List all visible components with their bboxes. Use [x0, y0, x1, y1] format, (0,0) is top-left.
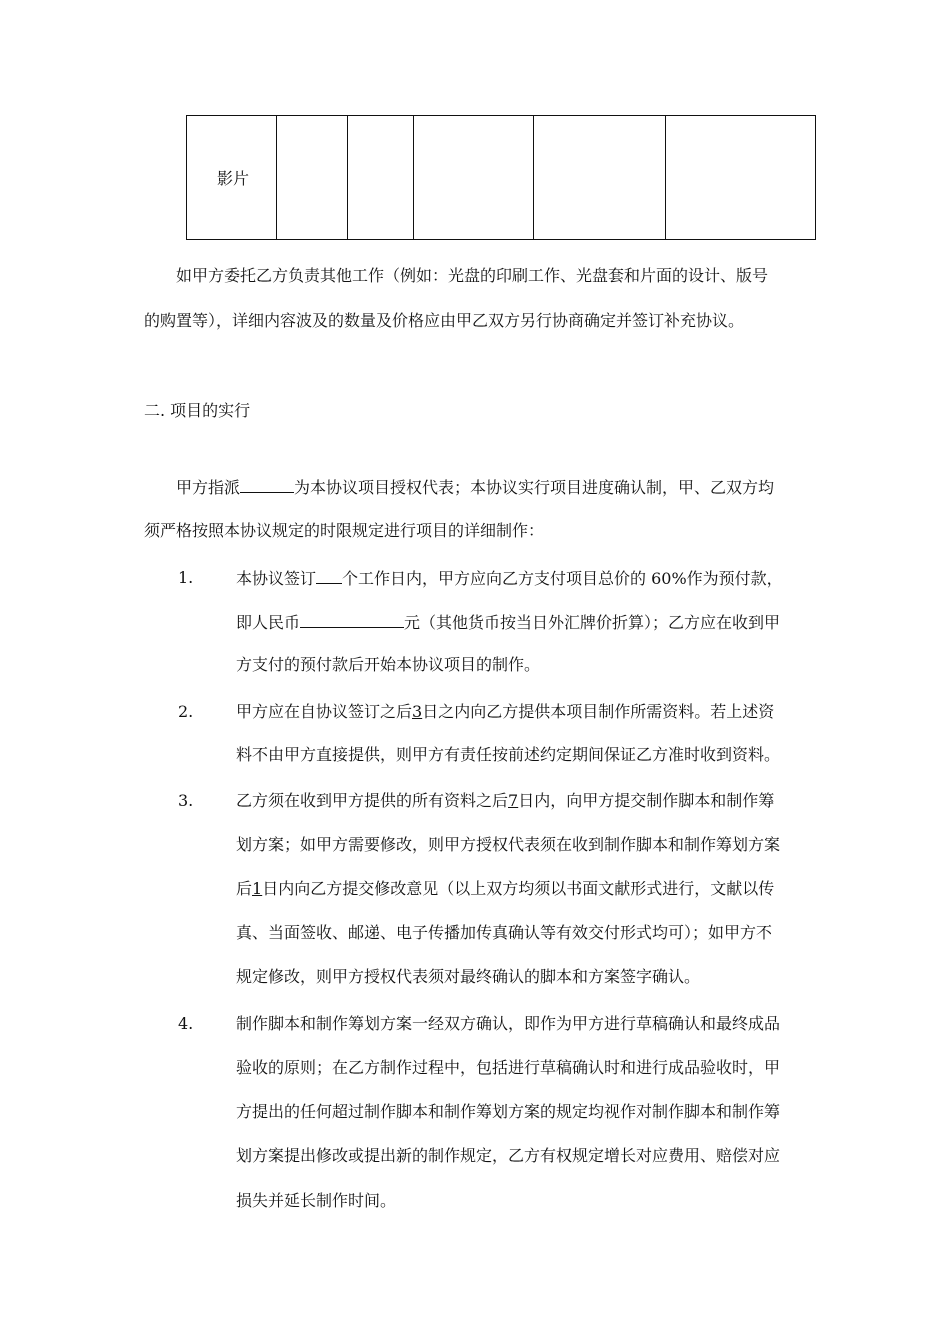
list-item-line: [236, 700, 774, 724]
text-run: 即人民币: [236, 613, 301, 632]
text-run: 后: [236, 879, 253, 898]
text-run: 为本协议项目授权代表；本协议实行项目进度确认制，甲、乙双方均: [294, 478, 775, 497]
list-item-line: 损失并延长制作时间。: [236, 1191, 397, 1210]
paragraph-line: 如甲方委托乙方负责其他工作（例如：光盘的印刷工作、光盘套和片面的设计、版号: [176, 266, 769, 285]
text-run: 甲方应在自协议签订之后: [236, 702, 413, 721]
list-item-line: 规定修改，则甲方授权代表须对最终确认的脚本和方案签字确认。: [236, 967, 701, 986]
list-item-line: [236, 877, 774, 901]
text-run: 元（其他货币按当日外汇牌价折算）；乙方应在收到甲: [404, 613, 781, 632]
text-run: 日内，向甲方提交制作脚本和制作筹: [518, 791, 775, 810]
text-run: 乙方须在收到甲方提供的所有资料之后: [236, 791, 509, 810]
list-number: 2.: [178, 702, 194, 721]
list-item-line: 真、当面签收、邮递、电子传播加传真确认等有效交付形式均可）；如甲方不: [236, 923, 773, 942]
underlined-number: 3: [412, 702, 423, 721]
blank-field: [316, 566, 342, 584]
table-cell: [277, 116, 348, 240]
list-item-line: 划方案；如甲方需要修改，则甲方授权代表须在收到制作脚本和制作筹划方案: [236, 835, 781, 854]
text-run: 本协议签订: [236, 569, 317, 588]
blank-field: [240, 475, 294, 493]
list-item-line: 料不由甲方直接提供，则甲方有责任按前述约定期间保证乙方准时收到资料。: [236, 745, 781, 764]
list-item-line: [236, 610, 780, 635]
table-cell: [534, 116, 666, 240]
content-table: [186, 115, 816, 240]
table-cell: [348, 116, 414, 240]
blank-field: [300, 610, 404, 628]
list-number: 1.: [178, 568, 194, 587]
table-cell: [666, 116, 816, 240]
section-heading: 二. 项目的实行: [144, 401, 251, 420]
underlined-number: 7: [508, 791, 519, 810]
paragraph-line: [176, 475, 774, 500]
underlined-number: 1: [252, 879, 263, 898]
list-item-line: [236, 789, 774, 813]
list-item-line: 方支付的预付款后开始本协议项目的制作。: [236, 655, 541, 674]
text-run: 日内向乙方提交修改意见（以上双方均须以书面文献形式进行，文献以传: [262, 879, 775, 898]
list-number: 4.: [178, 1014, 194, 1033]
text-run: 日之内向乙方提供本项目制作所需资料。若上述资: [422, 702, 775, 721]
list-item-line: [236, 566, 783, 591]
table-row: [187, 116, 816, 240]
table-cell: [414, 116, 534, 240]
paragraph-line: 的购置等），详细内容波及的数量及价格应由甲乙双方另行协商确定并签订补充协议。: [144, 311, 745, 330]
list-item-line: 制作脚本和制作筹划方案一经双方确认，即作为甲方进行草稿确认和最终成品: [236, 1014, 781, 1033]
list-number: 3.: [178, 791, 194, 810]
list-item-line: 验收的原则；在乙方制作过程中，包括进行草稿确认时和进行成品验收时，甲: [236, 1058, 781, 1077]
text-run: 个工作日内，甲方应向乙方支付项目总价的 60%作为预付款，: [342, 569, 783, 588]
list-item-line: 划方案提出修改或提出新的制作规定，乙方有权规定增长对应费用、赔偿对应: [236, 1146, 781, 1165]
paragraph-line: 须严格按照本协议规定的时限规定进行项目的详细制作：: [144, 521, 545, 540]
text-run: 甲方指派: [176, 478, 241, 497]
list-item-line: 方提出的任何超过制作脚本和制作筹划方案的规定均视作对制作脚本和制作筹: [236, 1102, 781, 1121]
table-cell-film: 影片: [187, 116, 277, 240]
